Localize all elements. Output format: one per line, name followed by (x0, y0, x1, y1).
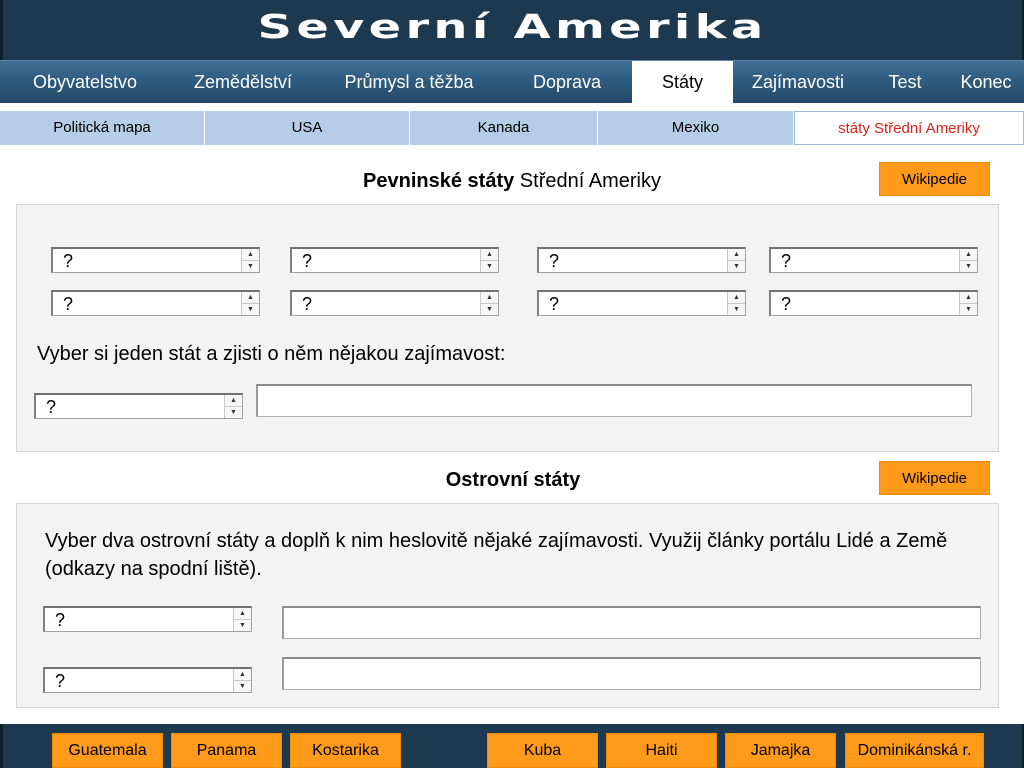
mainland-state-select-7[interactable] (537, 290, 746, 316)
select-value: ? (549, 251, 560, 271)
triangle-down-icon[interactable]: ▼ (486, 305, 493, 313)
subnav-politicka-mapa[interactable]: Politická mapa (0, 111, 205, 145)
link-panama[interactable]: Panama (171, 733, 282, 768)
subnav-staty-stredni-ameriky[interactable]: státy Střední Ameriky (794, 111, 1024, 145)
link-kuba[interactable]: Kuba (487, 733, 598, 768)
spinner-arrows (233, 669, 251, 692)
link-haiti[interactable]: Haiti (606, 733, 717, 768)
nav-doprava[interactable]: Doprava (532, 72, 602, 92)
main-nav (0, 60, 1024, 103)
spinner-arrows (224, 395, 242, 418)
subnav-mexiko[interactable]: Mexiko (598, 111, 794, 145)
link-guatemala[interactable]: Guatemala (52, 733, 163, 768)
spinner-arrows (241, 292, 259, 315)
triangle-up-icon[interactable]: ▲ (960, 249, 977, 261)
select-value: ? (63, 294, 74, 314)
triangle-down-icon[interactable]: ▼ (239, 621, 246, 629)
spinner-arrows (727, 292, 745, 315)
link-dominikanska-r[interactable]: Dominikánská r. (845, 733, 984, 768)
spinner-arrows (959, 292, 977, 315)
select-value: ? (63, 251, 74, 271)
triangle-up-icon[interactable]: ▲ (481, 292, 498, 304)
triangle-up-icon[interactable]: ▲ (234, 608, 251, 620)
islands-pick-select-1[interactable] (43, 606, 252, 632)
subnav-usa[interactable]: USA (205, 111, 410, 145)
spinner-arrows (233, 608, 251, 631)
mainland-state-select-5[interactable] (51, 290, 260, 316)
nav-test[interactable]: Test (888, 72, 922, 92)
mainland-wikipedia-button[interactable]: Wikipedie (879, 162, 990, 196)
triangle-up-icon[interactable]: ▲ (481, 249, 498, 261)
triangle-down-icon[interactable]: ▼ (486, 262, 493, 270)
triangle-up-icon[interactable]: ▲ (960, 292, 977, 304)
spinner-arrows (241, 249, 259, 272)
select-value: ? (46, 397, 57, 417)
select-value: ? (302, 294, 313, 314)
link-kostarika[interactable]: Kostarika (290, 733, 401, 768)
select-value: ? (549, 294, 560, 314)
islands-instruction: Vyber dva ostrovní státy a doplň k nim heslovitě nějaké zajímavosti. Využij články portálu Lidé a Země (odkazy na spodní liště). (45, 530, 948, 580)
spinner-arrows (480, 249, 498, 272)
mainland-state-select-8[interactable] (769, 290, 978, 316)
mainland-heading-bold: Pevninské státy (363, 170, 515, 192)
triangle-down-icon[interactable]: ▼ (733, 262, 740, 270)
islands-answer-field-2[interactable] (282, 657, 981, 690)
triangle-up-icon[interactable]: ▲ (225, 395, 242, 407)
triangle-up-icon[interactable]: ▲ (728, 249, 745, 261)
link-jamajka[interactable]: Jamajka (725, 733, 836, 768)
select-value: ? (781, 251, 792, 271)
nav-staty[interactable]: Státy (632, 61, 733, 103)
triangle-up-icon[interactable]: ▲ (728, 292, 745, 304)
mainland-heading (290, 170, 734, 193)
mainland-state-select-4[interactable] (769, 247, 978, 273)
nav-zajimavosti[interactable]: Zajímavosti (751, 72, 845, 92)
triangle-down-icon[interactable]: ▼ (965, 262, 972, 270)
select-value: ? (55, 610, 66, 630)
select-value: ? (781, 294, 792, 314)
triangle-down-icon[interactable]: ▼ (239, 682, 246, 690)
nav-konec[interactable]: Konec (960, 72, 1012, 92)
mainland-pick-select[interactable] (34, 393, 243, 419)
app-header (0, 0, 1024, 60)
select-value: ? (55, 671, 66, 691)
spinner-arrows (727, 249, 745, 272)
mainland-state-select-2[interactable] (290, 247, 499, 273)
footer-bar (0, 724, 1024, 768)
nav-prumysl[interactable]: Průmysl a těžba (344, 72, 474, 92)
mainland-instruction: Vyber si jeden stát a zjisti o něm nějakou zajímavost: (37, 343, 506, 365)
mainland-answer-field[interactable] (256, 384, 972, 417)
triangle-down-icon[interactable]: ▼ (965, 305, 972, 313)
subnav-kanada[interactable]: Kanada (410, 111, 598, 145)
mainland-heading-rest: Střední Ameriky (514, 170, 661, 192)
sub-nav (0, 111, 1024, 145)
islands-heading: Ostrovní státy (445, 469, 581, 491)
mainland-state-select-1[interactable] (51, 247, 260, 273)
triangle-up-icon[interactable]: ▲ (242, 249, 259, 261)
triangle-down-icon[interactable]: ▼ (733, 305, 740, 313)
nav-zemedelstvi[interactable]: Zemědělství (193, 72, 293, 92)
islands-answer-field-1[interactable] (282, 606, 981, 639)
spinner-arrows (480, 292, 498, 315)
triangle-up-icon[interactable]: ▲ (242, 292, 259, 304)
triangle-up-icon[interactable]: ▲ (234, 669, 251, 681)
select-value: ? (302, 251, 313, 271)
mainland-state-select-6[interactable] (290, 290, 499, 316)
islands-pick-select-2[interactable] (43, 667, 252, 693)
islands-wikipedia-button[interactable]: Wikipedie (879, 461, 990, 495)
mainland-state-select-3[interactable] (537, 247, 746, 273)
spinner-arrows (959, 249, 977, 272)
triangle-down-icon[interactable]: ▼ (247, 305, 254, 313)
page-title: Severní Amerika (257, 7, 768, 46)
triangle-down-icon[interactable]: ▼ (247, 262, 254, 270)
nav-obyvatelstvo[interactable]: Obyvatelstvo (32, 72, 138, 92)
triangle-down-icon[interactable]: ▼ (230, 408, 237, 416)
